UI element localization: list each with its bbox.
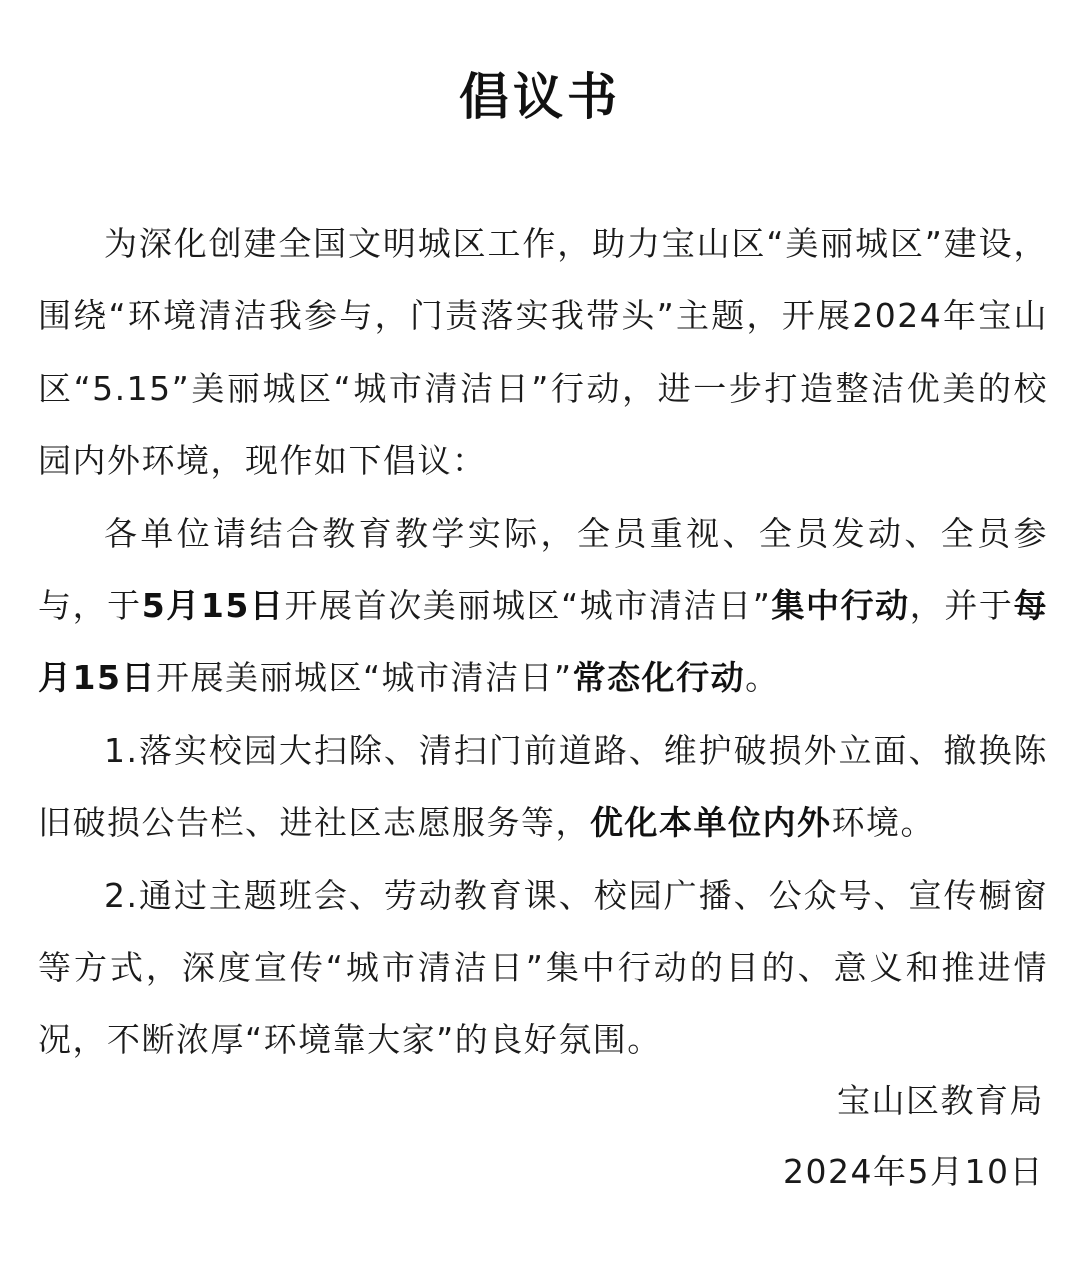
text-segment: ，并于 <box>909 586 1014 626</box>
text-segment: 。 <box>745 658 780 698</box>
bold-phrase: 优化本单位内外 <box>590 803 832 843</box>
text-segment: 各单位请结合教育教学实际，全员重视、全员发动、全员参与，于 <box>38 513 1048 626</box>
paragraph-item-2: 2.通过主题班会、劳动教育课、校园广播、公众号、宣传橱窗等方式，深度宣传“城市清洁日”集中行动的目的、意义和推进情况，不断浓厚“环境靠大家”的良好氛围。 <box>38 875 1048 1060</box>
paragraph-intro: 为深化创建全国文明城区工作，助力宝山区“美丽城区”建设，围绕“环境清洁我参与，门责落实我带头”主题，开展2024年宝山区“5.15”美丽城区“城市清洁日”行动，进一步打造整洁优美的校园内外环境，现作如下倡议： <box>38 224 1048 481</box>
text-segment: 开展首次美丽城区“城市清洁日” <box>284 586 772 626</box>
paragraph-action <box>38 498 1048 715</box>
bold-phrase: 集中行动 <box>771 586 910 626</box>
text-segment: 开展美丽城区“城市清洁日” <box>155 658 573 698</box>
document-body <box>38 208 1048 1077</box>
bold-date: 每月15日 <box>38 586 1048 698</box>
bold-date: 5月15日 <box>141 586 285 626</box>
paragraph-item-1 <box>38 715 1048 860</box>
signature-organization: 宝山区教育局 <box>837 1081 1044 1120</box>
text-segment: 1.落实校园大扫除、清扫门前道路、维护破损外立面、撤换陈旧破损公告栏、进社区志愿服务等， <box>38 730 1048 843</box>
text-segment: 环境。 <box>831 803 935 843</box>
bold-phrase: 常态化行动 <box>572 658 746 698</box>
document-title: 倡议书 <box>459 68 621 126</box>
signature-date: 2024年5月10日 <box>783 1152 1044 1191</box>
